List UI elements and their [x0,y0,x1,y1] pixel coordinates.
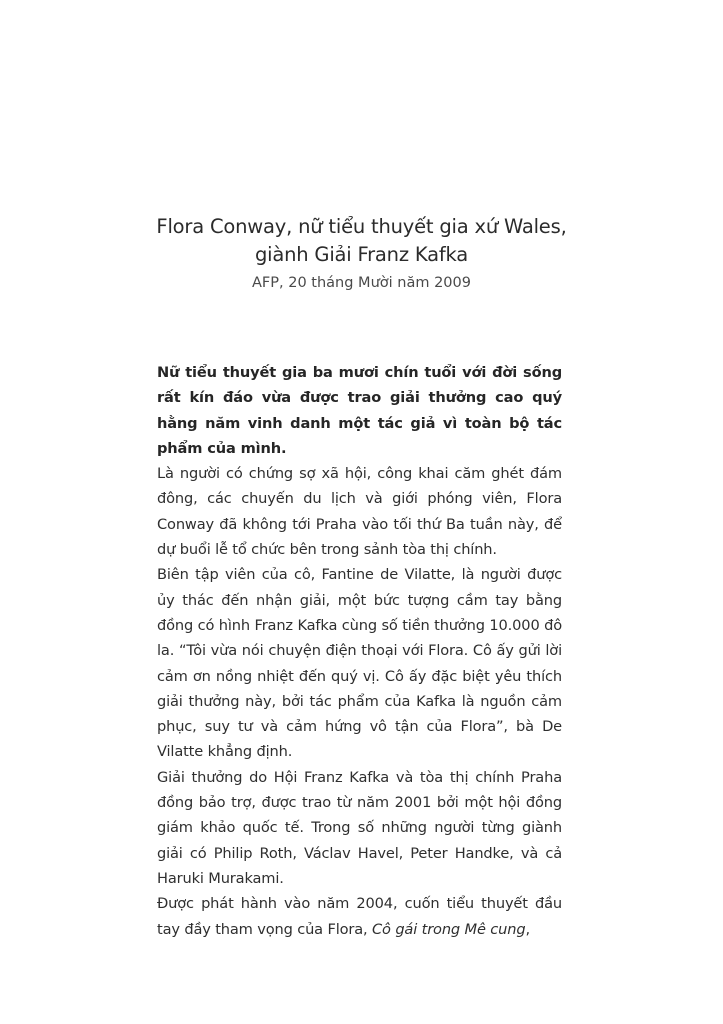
body-paragraph-2: Biên tập viên của cô, Fantine de Vilatte, là người được ủy thác đến nhận giải, một bức tượng cầm tay bằng đồng có hình Franz Kafka cùng số tiền thưởng 10.000 đô la. “Tôi vừa nói chuyện điện thoại với Flora. Cô ấy gửi lời cảm ơn nồng nhiệt đến quý vị. Cô ấy đặc biệt yêu thích giải thưởng này, bởi tác phẩm của Kafka là nguồn cảm phục, suy tư và cảm hứng vô tận của Flora”, bà De Vilatte khẳng định. [157,566,562,761]
article-header [100,213,623,294]
title-line-2: giành Giải Franz Kafka [254,243,469,266]
body-paragraph-1: Là người có chứng sợ xã hội, công khai căm ghét đám đông, các chuyến du lịch và giới phóng viên, Flora Conway đã không tới Praha vào tối thứ Ba tuần này, để dự buổi lễ tổ chức bên trong sảnh tòa thị chính. [157,465,562,559]
body-paragraph-4 [157,891,562,942]
article-body [157,360,562,942]
body-paragraph-3: Giải thưởng do Hội Franz Kafka và tòa thị chính Praha đồng bảo trợ, được trao từ năm 2001 bởi một hội đồng giám khảo quốc tế. Trong số những người từng giành giải có Philip Roth, Václav Havel, Peter Handke, và cả Haruki Murakami. [157,768,562,887]
paragraph-4-text: Được phát hành vào năm 2004, cuốn tiểu thuyết đầu tay đầy tham vọng của Flora, [157,895,562,938]
lead-paragraph: Nữ tiểu thuyết gia ba mươi chín tuổi với đời sống rất kín đáo vừa được trao giải thưởng cao quý hằng năm vinh danh một tác giả vì toàn bộ tác phẩm của mình. [157,364,562,457]
title-line-1: Flora Conway, nữ tiểu thuyết gia xứ Wales, [156,215,567,238]
article-source: AFP, 20 tháng Mười năm 2009 [252,275,471,291]
article-title [100,213,623,269]
paragraph-4-end: , [525,920,530,938]
book-title: Cô gái trong Mê cung [372,920,526,938]
